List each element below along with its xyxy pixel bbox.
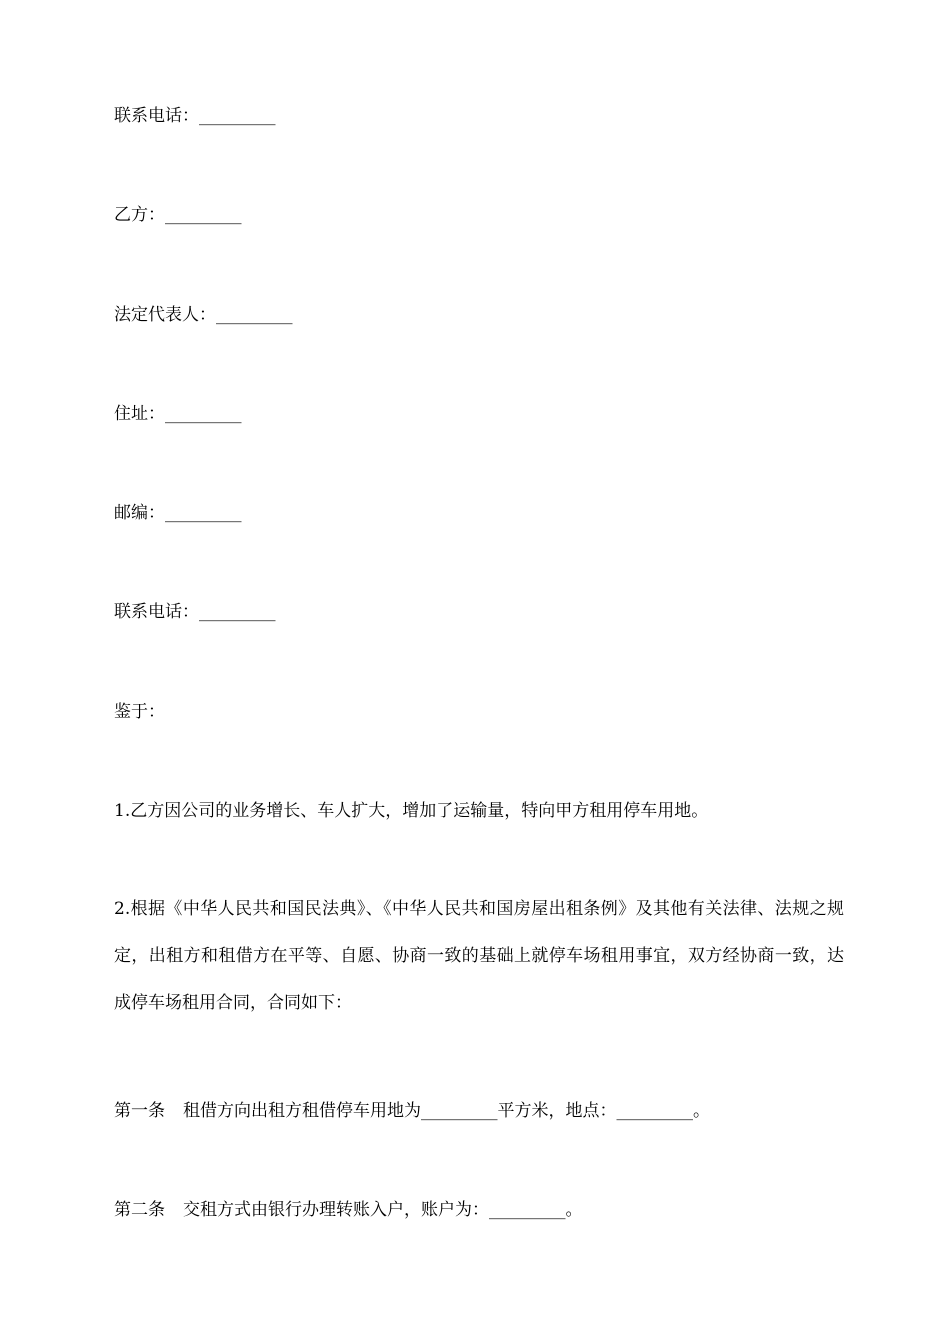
article-2-text: 交租方式由银行办理转账入户，账户为：_________。	[183, 1200, 583, 1220]
party-b-phone-line: 联系电话：_________	[114, 602, 276, 622]
recital-1: 1.乙方因公司的业务增长、车人扩大，增加了运输量，特向甲方租用停车用地。	[114, 801, 709, 821]
address-line: 住址：_________	[114, 404, 242, 424]
postal-code-line: 邮编：_________	[114, 503, 242, 523]
article-2-heading: 第二条	[114, 1200, 165, 1220]
legal-representative-line: 法定代表人：_________	[114, 305, 293, 325]
party-b-line: 乙方：_________	[114, 205, 242, 225]
whereas-heading: 鉴于：	[114, 702, 165, 722]
article-1-heading: 第一条	[114, 1101, 165, 1121]
recital-2: 2.根据《中华人民共和国民法典》、《中华人民共和国房屋出租条例》及其他有关法律、法规之规定，出租方和租借方在平等、自愿、协商一致的基础上就停车场租用事宜，双方经协商一致，达成停车场租用合同，合同如下：	[114, 899, 844, 1013]
article-1-text: 租借方向出租方租借停车用地为_________平方米，地点：_________。	[183, 1101, 710, 1121]
party-a-phone-line: 联系电话：_________	[114, 106, 276, 126]
article-1	[114, 1099, 844, 1123]
article-2	[114, 1198, 844, 1222]
